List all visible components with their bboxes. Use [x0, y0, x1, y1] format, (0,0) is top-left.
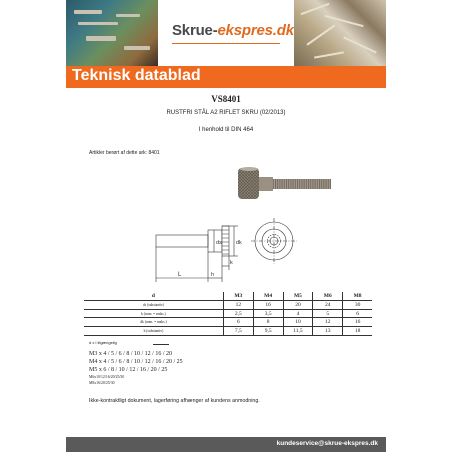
size-row: M6x10/12/16/20/25/30 — [89, 375, 125, 379]
row-label: k (nom. = maks.) — [84, 309, 223, 318]
header-banner — [66, 0, 386, 66]
sizes-heading: d x l tilgængelig — [89, 340, 117, 345]
table-cell: 30 — [343, 301, 372, 310]
table-cell: 10 — [283, 318, 313, 327]
tools-photo — [66, 0, 158, 66]
table-cell: 4 — [283, 309, 313, 318]
row-label: ds (substantiv) — [84, 301, 223, 310]
technical-drawing — [66, 160, 386, 290]
table-header-row — [84, 292, 372, 301]
table-header-cell: M8 — [343, 292, 372, 301]
logo[interactable] — [158, 0, 294, 66]
screw-photo — [238, 167, 331, 199]
size-row: M5 x 6 / 8 / 10 / 12 / 16 / 20 / 25 — [89, 367, 168, 373]
table-cell: 16 — [343, 318, 372, 327]
table-header-cell: M4 — [253, 292, 283, 301]
datasheet-page — [66, 0, 386, 452]
footer-bar — [66, 437, 386, 452]
disclaimer: Ikke-kontraktligt dokument, lagerføring afhænger af kundens anmodning. — [89, 398, 260, 404]
support-email-link[interactable]: kundeservice@skrue-ekspres.dk — [276, 440, 378, 447]
table-cell: 3,5 — [253, 309, 283, 318]
affected-articles: Artikler berørt af dette ark: 8401 — [89, 150, 160, 156]
product-description: RUSTFRI STÅL A2 RIFLET SKRU (02/2013) — [166, 110, 286, 116]
table-cell: 12 — [313, 318, 343, 327]
table-cell: 16 — [253, 301, 283, 310]
product-standard: I henhold til DIN 464 — [198, 127, 254, 133]
table-header-cell: d — [84, 292, 223, 301]
table-cell: 9,5 — [253, 327, 283, 336]
table-cell: 8 — [253, 318, 283, 327]
size-row: M3 x 4 / 5 / 6 / 8 / 10 / 12 / 16 / 20 — [89, 351, 173, 357]
size-row: M4 x 4 / 5 / 6 / 8 / 10 / 12 / 16 / 20 / 25 — [89, 359, 183, 365]
table-cell: 11,5 — [283, 327, 313, 336]
table-cell: 24 — [313, 301, 343, 310]
row-label: dk (nom. = maks.) — [84, 318, 223, 327]
size-row: M8x16/20/25/30 — [89, 381, 115, 385]
dimensions-table — [84, 292, 372, 336]
side-view-drawing — [156, 226, 238, 282]
table-cell: 18 — [343, 327, 372, 336]
table-cell: 2,5 — [223, 309, 253, 318]
table-header-cell: M3 — [223, 292, 253, 301]
product-code: VS8401 — [211, 94, 241, 104]
table-cell: 6 — [223, 318, 253, 327]
label-ds: ds — [216, 240, 222, 246]
table-row — [84, 309, 372, 318]
table-cell: 13 — [313, 327, 343, 336]
table-row — [84, 318, 372, 327]
table-row — [84, 327, 372, 336]
logo-text-accent: ekspres.dk — [217, 22, 294, 39]
title-bar — [66, 66, 386, 88]
table-cell: 5 — [313, 309, 343, 318]
page-title: Teknisk datablad — [72, 67, 201, 84]
label-dk: dk — [236, 240, 242, 246]
end-view-drawing — [251, 218, 297, 264]
logo-text-primary: Skrue- — [172, 22, 218, 39]
screws-photo — [294, 0, 386, 66]
table-header-cell: M6 — [313, 292, 343, 301]
label-h: h — [211, 272, 215, 278]
table-cell: 7,5 — [223, 327, 253, 336]
table-cell: 12 — [223, 301, 253, 310]
sizes-underline — [153, 344, 169, 345]
row-label: h (substantiv) — [84, 327, 223, 336]
label-k: k — [230, 260, 233, 266]
table-cell: 6 — [343, 309, 372, 318]
table-cell: 20 — [283, 301, 313, 310]
label-l: L — [178, 272, 182, 278]
table-row — [84, 301, 372, 310]
logo-underline — [172, 43, 280, 44]
table-header-cell: M5 — [283, 292, 313, 301]
